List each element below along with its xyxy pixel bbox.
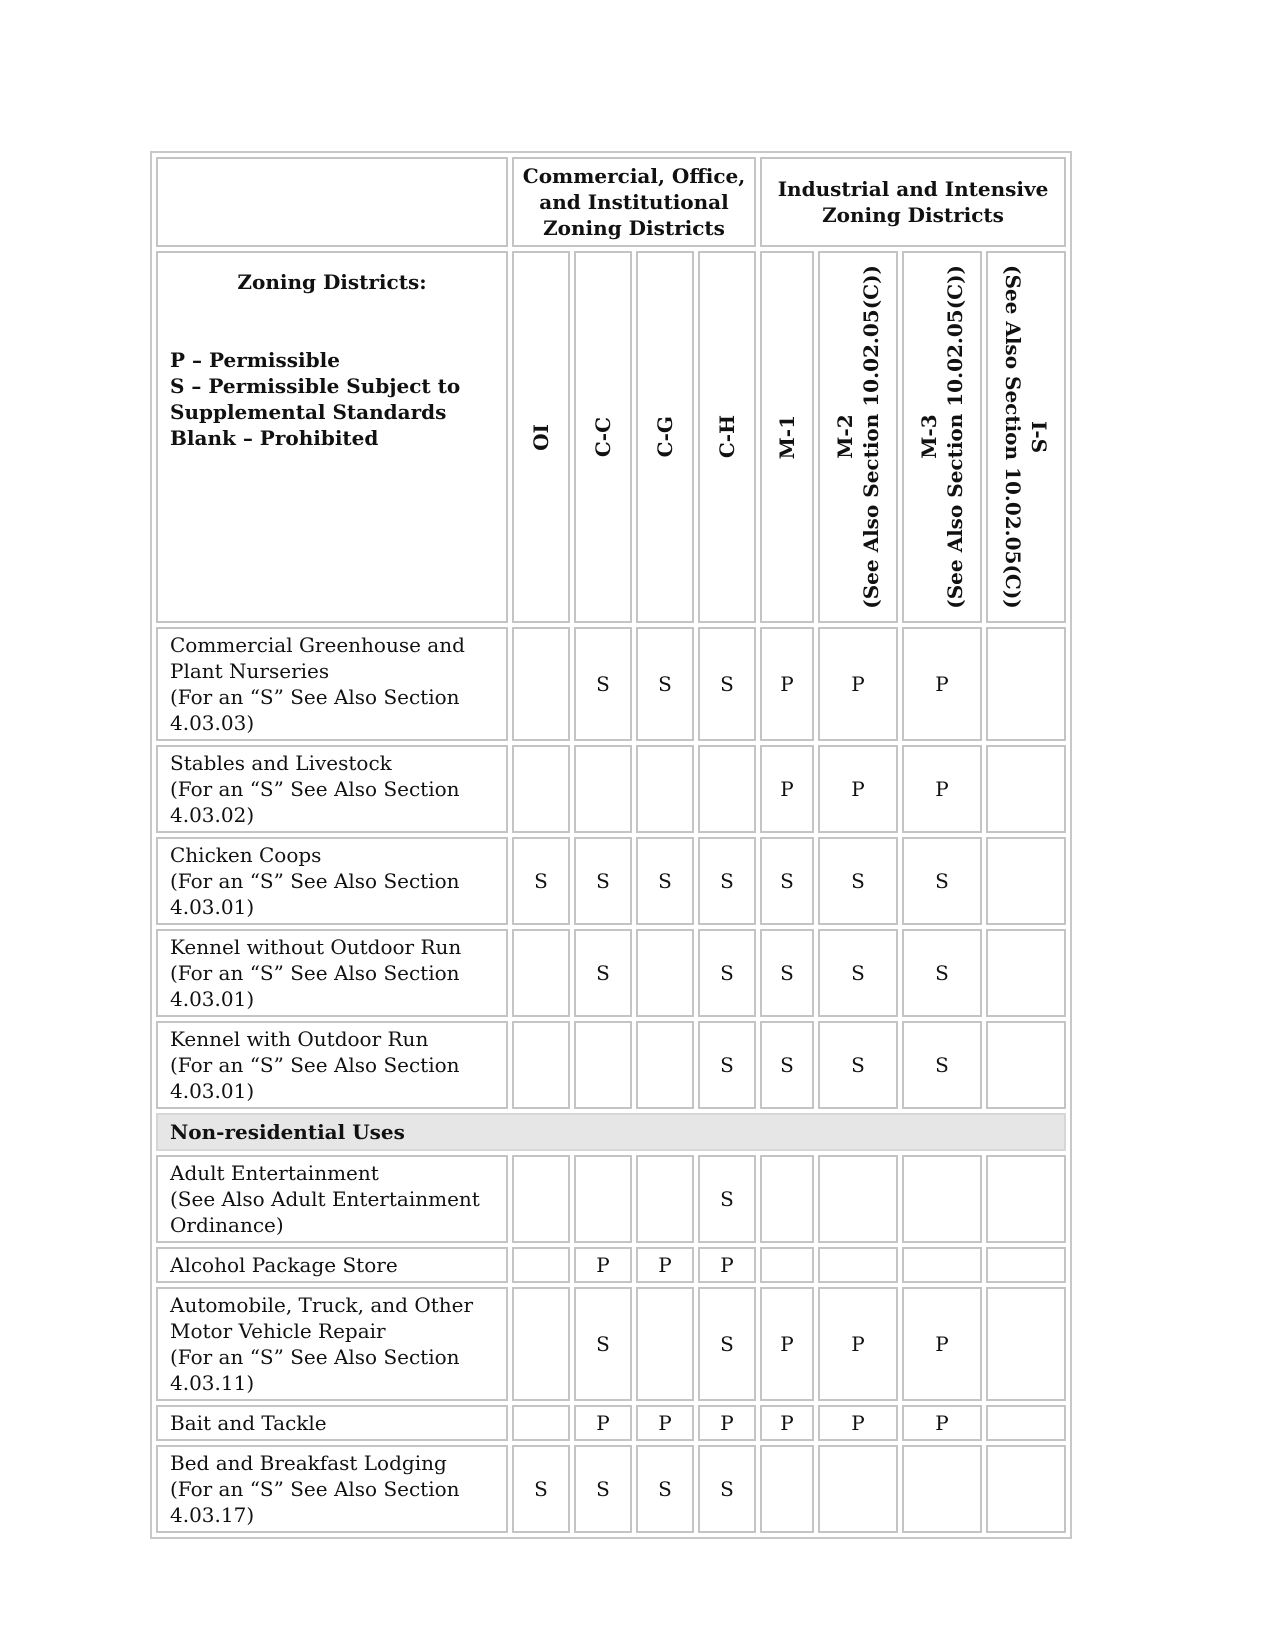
cell-c-c: S: [574, 1445, 632, 1533]
cell-m-2: P: [818, 1405, 898, 1441]
cell-c-c: P: [574, 1247, 632, 1283]
table-row: [156, 1287, 1066, 1401]
cell-c-c: [574, 1021, 632, 1109]
cell-m-3: P: [902, 1405, 982, 1441]
use-label: Kennel with Outdoor Run (For an “S” See Also Section 4.03.01): [156, 1021, 508, 1109]
legend-supplemental: S – Permissible Subject to Supplemental Standards: [170, 374, 461, 424]
legend-prohibited: Blank – Prohibited: [170, 426, 379, 450]
column-header-label: M-3 (See Also Section 10.02.05(C)): [917, 265, 967, 609]
zoning-table-body: [156, 157, 1066, 1533]
cell-c-c: S: [574, 837, 632, 925]
table-row: [156, 837, 1066, 925]
cell-m-3: [902, 1247, 982, 1283]
use-label: Bed and Breakfast Lodging (For an “S” See Also Section 4.03.17): [156, 1445, 508, 1533]
cell-c-c: S: [574, 929, 632, 1017]
cell-i-s: [986, 627, 1066, 741]
group-header-row: [156, 157, 1066, 247]
cell-c-h: S: [698, 1021, 756, 1109]
cell-m-2: [818, 1445, 898, 1533]
column-header-m-2: [818, 251, 898, 623]
column-header-label: C-G: [653, 416, 677, 458]
column-header-oi: [512, 251, 570, 623]
cell-c-g: S: [636, 1445, 694, 1533]
cell-m-2: S: [818, 1021, 898, 1109]
cell-m-1: P: [760, 1287, 814, 1401]
cell-c-g: [636, 1021, 694, 1109]
cell-m-1: P: [760, 1405, 814, 1441]
cell-c-g: S: [636, 627, 694, 741]
use-label: Adult Entertainment (See Also Adult Entertainment Ordinance): [156, 1155, 508, 1243]
cell-i-s: [986, 837, 1066, 925]
use-label: Stables and Livestock (For an “S” See Also Section 4.03.02): [156, 745, 508, 833]
use-label: Automobile, Truck, and Other Motor Vehicle Repair (For an “S” See Also Section 4.03.11): [156, 1287, 508, 1401]
use-label: Kennel without Outdoor Run (For an “S” See Also Section 4.03.01): [156, 929, 508, 1017]
cell-c-c: S: [574, 627, 632, 741]
cell-m-2: P: [818, 627, 898, 741]
cell-c-g: [636, 929, 694, 1017]
column-header-row: [156, 251, 1066, 623]
cell-oi: [512, 1247, 570, 1283]
cell-c-g: P: [636, 1405, 694, 1441]
table-row: [156, 1021, 1066, 1109]
cell-m-1: P: [760, 627, 814, 741]
cell-oi: [512, 627, 570, 741]
column-header-label: C-H: [715, 415, 739, 459]
cell-oi: [512, 1021, 570, 1109]
cell-m-2: [818, 1155, 898, 1243]
cell-m-1: [760, 1155, 814, 1243]
cell-m-3: S: [902, 1021, 982, 1109]
column-header-i-s: [986, 251, 1066, 623]
cell-m-2: P: [818, 1287, 898, 1401]
cell-c-h: [698, 745, 756, 833]
table-row: [156, 1405, 1066, 1441]
cell-oi: [512, 1287, 570, 1401]
cell-m-3: S: [902, 837, 982, 925]
cell-c-c: S: [574, 1287, 632, 1401]
table-row: [156, 929, 1066, 1017]
cell-m-3: S: [902, 929, 982, 1017]
cell-oi: S: [512, 1445, 570, 1533]
section-row: [156, 1113, 1066, 1151]
cell-m-2: P: [818, 745, 898, 833]
cell-c-h: S: [698, 1445, 756, 1533]
cell-c-h: P: [698, 1405, 756, 1441]
cell-m-1: [760, 1445, 814, 1533]
cell-c-c: [574, 745, 632, 833]
zoning-table: [150, 151, 1072, 1539]
column-header-label: C-C: [591, 416, 615, 458]
cell-c-h: P: [698, 1247, 756, 1283]
cell-m-2: S: [818, 837, 898, 925]
cell-m-1: S: [760, 837, 814, 925]
cell-oi: [512, 745, 570, 833]
cell-c-g: [636, 745, 694, 833]
cell-m-1: S: [760, 1021, 814, 1109]
cell-i-s: [986, 1155, 1066, 1243]
cell-m-3: P: [902, 1287, 982, 1401]
cell-m-2: [818, 1247, 898, 1283]
column-header-label: M-1: [775, 414, 799, 460]
cell-c-h: S: [698, 837, 756, 925]
cell-i-s: [986, 1445, 1066, 1533]
column-header-c-h: [698, 251, 756, 623]
column-header-label: I-S (See Also Section 10.02.05(C)): [1001, 265, 1051, 609]
cell-i-s: [986, 1021, 1066, 1109]
table-row: [156, 1247, 1066, 1283]
use-label: Chicken Coops (For an “S” See Also Section 4.03.01): [156, 837, 508, 925]
table-row: [156, 1155, 1066, 1243]
use-label: Alcohol Package Store: [156, 1247, 508, 1283]
cell-c-h: S: [698, 1287, 756, 1401]
column-header-m-3: [902, 251, 982, 623]
commercial-group-header: Commercial, Office, and Institutional Zoning Districts: [512, 157, 756, 247]
cell-c-h: S: [698, 929, 756, 1017]
cell-oi: [512, 929, 570, 1017]
table-row: [156, 627, 1066, 741]
cell-c-c: [574, 1155, 632, 1243]
cell-m-3: [902, 1445, 982, 1533]
legend-cell: [156, 251, 508, 623]
cell-i-s: [986, 745, 1066, 833]
cell-i-s: [986, 1287, 1066, 1401]
cell-m-3: P: [902, 627, 982, 741]
cell-c-h: S: [698, 627, 756, 741]
table-row: [156, 1445, 1066, 1533]
cell-c-g: P: [636, 1247, 694, 1283]
column-header-m-1: [760, 251, 814, 623]
cell-m-3: [902, 1155, 982, 1243]
legend-title: Zoning Districts:: [237, 270, 427, 294]
section-heading: Non-residential Uses: [156, 1113, 1066, 1151]
cell-c-c: P: [574, 1405, 632, 1441]
cell-i-s: [986, 929, 1066, 1017]
cell-c-h: S: [698, 1155, 756, 1243]
legend-permissible: P – Permissible: [170, 348, 340, 372]
cell-c-g: [636, 1287, 694, 1401]
cell-oi: [512, 1405, 570, 1441]
cell-c-g: [636, 1155, 694, 1243]
industrial-group-header: Industrial and Intensive Zoning Districts: [760, 157, 1066, 247]
column-header-c-c: [574, 251, 632, 623]
column-header-label: OI: [529, 423, 553, 451]
use-label: Bait and Tackle: [156, 1405, 508, 1441]
cell-m-2: S: [818, 929, 898, 1017]
table-row: [156, 745, 1066, 833]
cell-oi: S: [512, 837, 570, 925]
cell-i-s: [986, 1405, 1066, 1441]
cell-c-g: S: [636, 837, 694, 925]
column-header-label: M-2 (See Also Section 10.02.05(C)): [833, 265, 883, 609]
cell-m-3: P: [902, 745, 982, 833]
use-label: Commercial Greenhouse and Plant Nurseries (For an “S” See Also Section 4.03.03): [156, 627, 508, 741]
cell-i-s: [986, 1247, 1066, 1283]
cell-oi: [512, 1155, 570, 1243]
cell-m-1: [760, 1247, 814, 1283]
cell-m-1: S: [760, 929, 814, 1017]
empty-corner-cell: [156, 157, 508, 247]
column-header-c-g: [636, 251, 694, 623]
cell-m-1: P: [760, 745, 814, 833]
